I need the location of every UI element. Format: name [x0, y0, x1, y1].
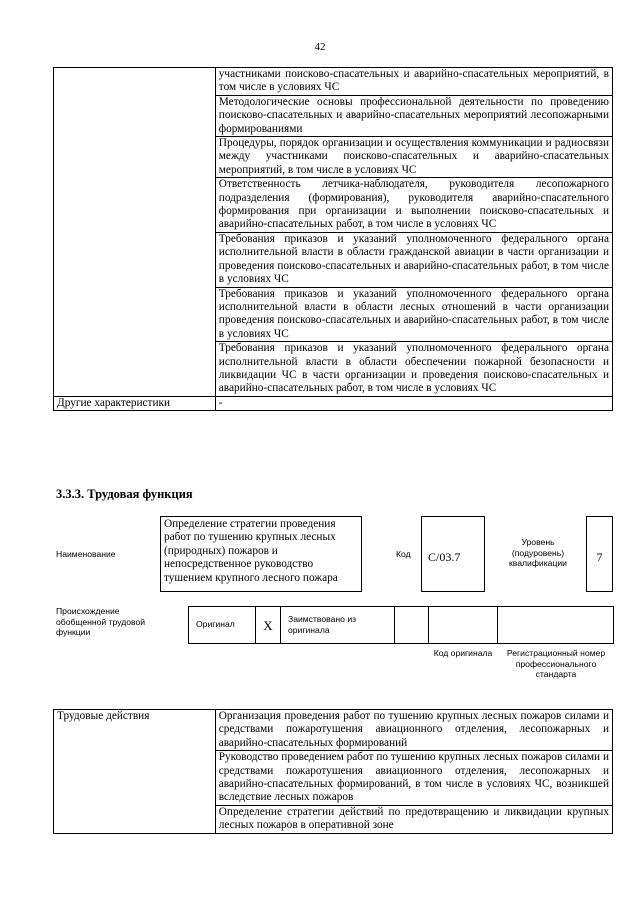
section-heading: 3.3.3. Трудовая функция: [56, 487, 193, 501]
table-cell: Методологические основы профессиональной деятельности по проведению поисково-спасательных и аварийно-спасательных мероприятий лесопожарными формированиями: [215, 95, 612, 136]
table-label-cell: [54, 68, 216, 397]
code-label: Код: [396, 549, 411, 559]
table-cell: Руководство проведением работ по тушению крупных лесных пожаров силами и средствами пожаротушения авиационного отделения, лесопожарных и аварийно-спасательных формирований, в том числе в условиях ЧС, возникшей вследствие лесных пожаров: [215, 751, 612, 806]
actions-label: Трудовые действия: [54, 710, 216, 834]
table-cell: Процедуры, порядок организации и осуществления коммуникации и радиосвязи между участниками поисково-спасательных и аварийно-спасательных мероприятий, в том числе в условиях ЧС: [215, 137, 612, 178]
knowledge-table: [53, 67, 613, 411]
table-cell: участниками поисково-спасательных и аварийно-спасательных мероприятий, в том числе в условиях ЧС: [215, 68, 612, 96]
table-cell: Определение стратегии действий по предотвращению и ликвидации крупных лесных пожаров в оперативной зоне: [215, 805, 612, 833]
code-original-cell: [428, 606, 498, 644]
reg-number-cell: [497, 606, 614, 644]
code-original-label: Код оригинала: [433, 648, 493, 658]
other-characteristics-value: -: [215, 396, 612, 410]
table-cell: Требования приказов и указаний уполномоченного федерального органа исполнительной власти в области обеспечении пожарной безопасности и ликвидации ЧС в части организации и проведения поисково-спасательных и аварийно-спасательных работ, в том числе в условиях ЧС: [215, 342, 612, 397]
level-label: Уровень (подуровень) квалификации: [509, 537, 567, 568]
code-value: C/03.7: [421, 516, 485, 592]
table-row: [54, 396, 613, 410]
level-value: 7: [586, 516, 613, 592]
reg-number-label: Регистрационный номер профессионального стандарта: [506, 648, 606, 679]
origin-row: [188, 606, 614, 644]
table-cell: Требования приказов и указаний уполномоченного федерального органа исполнительной власти в области гражданской авиации в части организации и проведения поисково-спасательных и аварийно-спасательных работ, в том числе в условиях ЧС: [215, 232, 612, 287]
origin-label: Происхождение обобщенной трудовой функции: [56, 606, 146, 637]
actions-table: [53, 709, 613, 834]
table-cell: Организация проведения работ по тушению крупных лесных пожаров силами и средствами пожаротушения авиационного отделения, лесопожарных и аварийно-спасательных формирований: [215, 710, 612, 751]
original-label: Оригинал: [188, 606, 256, 644]
page-number: 42: [314, 41, 326, 53]
other-characteristics-label: Другие характеристики: [54, 396, 216, 410]
borrowed-mark-cell: [394, 606, 429, 644]
table-cell: Ответственность летчика-наблюдателя, руководителя лесопожарного подразделения (формирования), руководителя аварийно-спасательного формирования при организации и выполнении поисково-спасательных и аварийно-спасательных работ, в том числе в условиях ЧС: [215, 178, 612, 233]
name-label: Наименование: [56, 549, 116, 559]
table-row: [54, 68, 613, 96]
function-name-box: Определение стратегии проведения работ по тушению крупных лесных (природных) пожаров и непосредственное руководство тушением крупного лесного пожара: [160, 516, 362, 592]
table-row: [54, 710, 613, 751]
borrowed-label: Заимствовано из оригинала: [280, 606, 395, 644]
table-cell: Требования приказов и указаний уполномоченного федерального органа исполнительной власти в области лесных отношений в части организации проведения поисково-спасательных и аварийно-спасательных работ, в том числе в условиях ЧС: [215, 287, 612, 342]
original-mark: X: [255, 606, 281, 644]
